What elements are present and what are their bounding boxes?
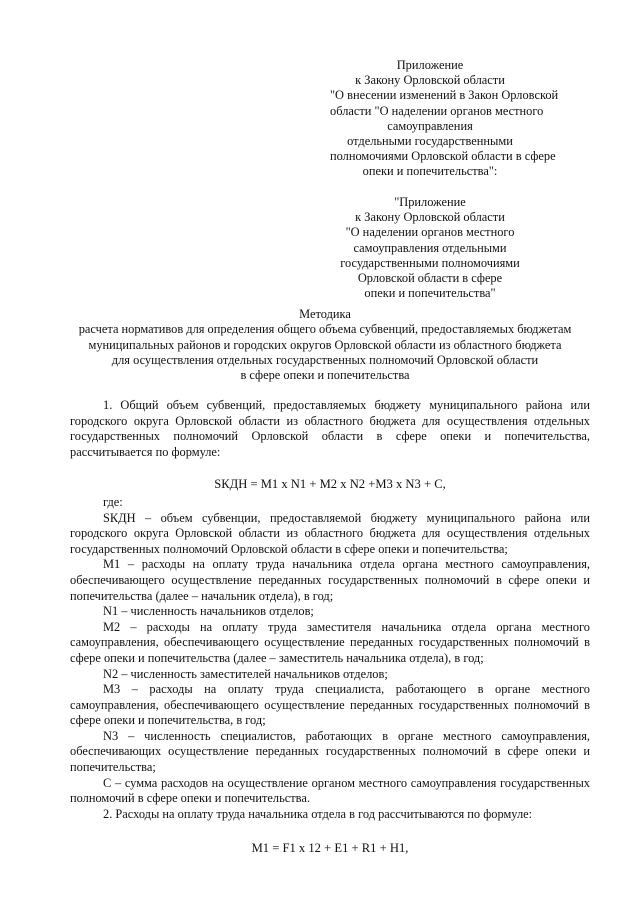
appendix-line: Орловской области в сфере [357, 271, 503, 286]
appendix-line: опеки и попечительства": [362, 164, 498, 179]
appendix-line: к Закону Орловской области [355, 210, 505, 225]
definition-n2: N2 – численность заместителей начальников отделов; [103, 666, 388, 681]
definition-skdn: SКДН – объем субвенции, предоставляемой бюджету муниципального района или городского округа Орловской области из областного бюджета для осуществления отдельных государственных полномочий Орловской области в сфере опеки и попечительства; [70, 510, 590, 556]
title-line: в сфере опеки и попечительства [240, 368, 410, 383]
appendix-line: самоуправления отдельными [353, 240, 507, 255]
appendix-line: отдельными государственными [347, 134, 513, 149]
title-line: Методика [299, 307, 351, 321]
paragraph-1: 1. Общий объем субвенций, предоставляемых бюджету муниципального района или городского округа Орловской области из областного бюджета для осуществления отдельных государственных полномочий Орловской области в сфере опеки и попечительства, рассчитывается по формуле: [70, 398, 590, 459]
methodology-title [60, 307, 590, 383]
paragraph-2: 2. Расходы на оплату труда начальника отдела в год рассчитываются по формуле: [103, 806, 533, 821]
definition-m3: M3 – расходы на оплату труда специалиста, работающего в органе местного самоуправления, обеспечивающего осуществление переданных государственных полномочий в сфере опеки и попечительства, в год; [70, 682, 590, 728]
definition-n3: N3 – численность специалистов, работающих в органе местного самоуправления, обеспечивающих осуществление переданных государственных полномочий в сфере опеки и попечительства; [70, 728, 590, 775]
appendix-line: государственными полномочиями [340, 255, 520, 270]
where-label: где: [103, 494, 123, 509]
appendix-line: полномочиями Орловской области в сфере [330, 149, 556, 164]
title-line: для осуществления отдельных государственных полномочий Орловской области [111, 352, 539, 367]
definition-n1: N1 – численность начальников отделов; [103, 604, 314, 619]
definition-m2: M2 – расходы на оплату труда заместителя начальника отдела органа местного самоуправления, обеспечивающего осуществление переданных государственных полномочий в сфере опеки и попечительства (далее – заместитель начальника отдела), в год; [70, 619, 590, 665]
document-body [70, 398, 590, 857]
appendix-line: к Закону Орловской области [355, 73, 505, 88]
appendix-line: "Приложение [394, 195, 466, 209]
formula-total-subvention: SКДН = M1 x N1 + M2 x N2 +M3 x N3 + C, [214, 477, 446, 492]
appendix-line: самоуправления [387, 118, 473, 133]
appendix-line: области "О наделении органов местного [330, 103, 544, 118]
appendix-header-amendment [330, 58, 559, 180]
appendix-line: "О внесении изменений в Закон Орловской [330, 88, 559, 103]
appendix-line: "О наделении органов местного [345, 225, 515, 240]
title-line: муниципальных районов и городских округов Орловской области из областного бюджета [88, 337, 562, 352]
appendix-header-original [330, 195, 530, 301]
definition-m1: M1 – расходы на оплату труда начальника отдела органа местного самоуправления, обеспечивающего осуществление переданных государственных полномочий в сфере опеки и попечительства (далее – начальник отдела), в год; [70, 557, 590, 603]
definition-c: C – сумма расходов на осуществление органом местного самоуправления государственных полномочий в сфере опеки и попечительства. [70, 775, 590, 806]
appendix-line: Приложение [396, 58, 464, 72]
formula-m1: M1 = F1 x 12 + E1 + R1 + H1, [251, 841, 409, 856]
appendix-line: опеки и попечительства" [364, 286, 496, 301]
title-line: расчета нормативов для определения общего объема субвенций, предоставляемых бюджетам [78, 322, 572, 337]
